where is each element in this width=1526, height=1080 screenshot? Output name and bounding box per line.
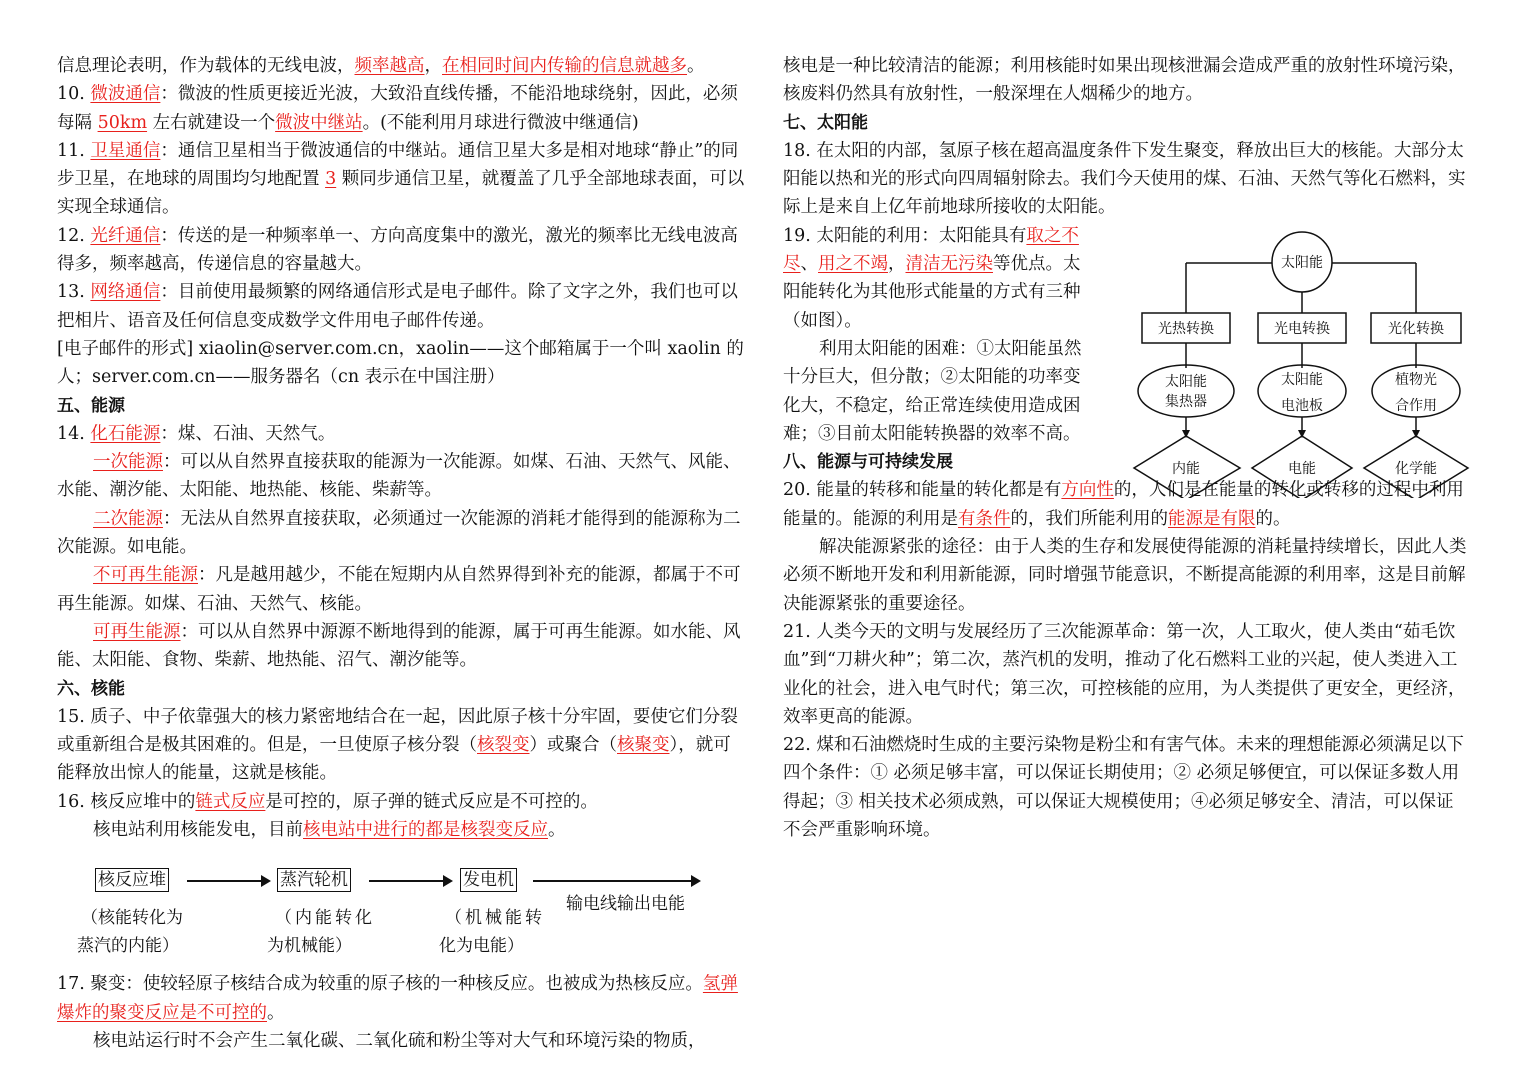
flow-arrow-2 [369, 880, 451, 882]
item-19-solar-use: 19. 太阳能的利用：太阳能具有取之不尽、用之不竭，清洁无污染等优点。太阳能转化为其他形式能量的方式有三种（如图）。 [783, 225, 1081, 331]
diagram-collector-b: 集热器 [1165, 394, 1207, 410]
left-column [57, 52, 747, 1055]
item-16-chain: 16. 核反应堆中的链式反应是可控的，原子弹的链式反应是不可控的。 [57, 791, 598, 812]
secondary-energy: 二次能源：无法从自然界直接获取，必须通过一次能源的消耗才能得到的能源称为二次能源。如电能。 [57, 508, 741, 558]
nuclear-clean-continued: 核电是一种比较清洁的能源；利用核能时如果出现核泄漏会造成严重的放射性环境污染，核废料仍然具有放射性，一般深埋在人烟稀少的地方。 [783, 56, 1466, 105]
diagram-photothermal: 光热转换 [1158, 321, 1214, 337]
solar-difficulties: 利用太阳能的困难：①太阳能虽然十分巨大，但分散；②太阳能的功率变化大，不稳定，给正常连续使用造成困难；③目前太阳能转换器的效率不高。 [783, 338, 1082, 444]
diagram-photosynthesis-a: 植物光 [1395, 372, 1437, 388]
item-14-fossil: 14. 化石能源：煤、石油、天然气。 [57, 423, 336, 444]
diagram-internal-energy: 内能 [1172, 461, 1200, 477]
email-format: [电子邮件的形式] xiaolin@server.com.cn，xaolin——这个邮箱属于一个叫 xaolin 的人；server.com.cn——服务器名（cn 表示在中国注册） [57, 338, 744, 388]
item-11-satellite: 11. 卫星通信：通信卫星相当于微波通信的中继站。通信卫星大多是相对地球“静止”的同步卫星，在地球的周围均匀地配置 3 颗同步通信卫星，就覆盖了几乎全部地球表面，可以实现全球通信。 [57, 140, 745, 218]
non-renewable-energy: 不可再生能源：凡是越用越少，不能在短期内从自然界得到补充的能源，都属于不可再生能源。如煤、石油、天然气、核能。 [57, 565, 741, 614]
flow-caption-2b: 为机械能） [267, 936, 352, 957]
flow-arrow-1 [187, 880, 269, 882]
flow-arrow-3 [533, 880, 699, 882]
diagram-photoelectric: 光电转换 [1274, 321, 1330, 337]
solar-conversion-diagram [1130, 228, 1475, 498]
paragraph-info-theory: 信息理论表明，作为载体的无线电波，频率越高，在相同时间内传输的信息就越多。 [57, 56, 705, 76]
item-17-fusion: 17. 聚变：使较轻原子核结合成为较重的原子核的一种核反应。也被成为热核反应。氢弹爆炸的聚变反应是不可控的。 [57, 974, 738, 1023]
item-13-network: 13. 网络通信：目前使用最频繁的网络通信形式是电子邮件。除了文字之外，我们也可以把相片、语音及任何信息变成数学文件用电子邮件传递。 [57, 282, 738, 331]
diagram-photochemical: 光化转换 [1388, 321, 1444, 337]
section-heading-solar: 七、太阳能 [783, 112, 868, 133]
primary-energy: 一次能源：可以从自然界直接获取的能源为一次能源。如煤、石油、天然气、风能、水能、潮汐能、太阳能、地热能、核能、柴薪等。 [57, 452, 741, 501]
diagram-photosynthesis-b: 合作用 [1395, 398, 1437, 414]
item-20-direction: 20. 能量的转移和能量的转化都是有方向性的，人们是在能量的转化或转移的过程中利用能量的。能源的利用是有条件的，我们所能利用的能源是有限的。 [783, 480, 1464, 529]
flow-box-reactor: 核反应堆 [95, 868, 169, 892]
diagram-panel-b: 电池板 [1281, 398, 1323, 414]
flow-caption-2a: （内能转化 [275, 908, 375, 929]
item-12-fiber: 12. 光纤通信：传送的是一种频率单一、方向高度集中的激光，激光的频率比无线电波高得多，频率越高，传递信息的容量越大。 [57, 225, 738, 275]
flow-caption-3b: 化为电能） [439, 936, 524, 957]
flow-caption-1a: （核能转化为 [81, 908, 183, 929]
item-15-nuclear: 15. 质子、中子依靠强大的核力紧密地结合在一起，因此原子核十分牢固，要使它们分裂或重新组合是极其困难的。但是，一旦使原子核分裂（核裂变）或聚合（核聚变），就可能释放出惊人的能量，这就是核能。 [57, 706, 738, 784]
nuclear-flow-diagram [57, 862, 747, 970]
renewable-energy: 可再生能源：可以从自然界中源源不断地得到的能源，属于可再生能源。如水能、风能、太阳能、食物、柴薪、地热能、沼气、潮汐能等。 [57, 621, 741, 671]
diagram-root-label: 太阳能 [1281, 255, 1323, 271]
diagram-chemical-energy: 化学能 [1395, 461, 1437, 477]
section-heading-nuclear: 六、核能 [57, 678, 125, 699]
nuclear-plant: 核电站利用核能发电，目前核电站中进行的都是核裂变反应。 [93, 820, 566, 841]
section-heading-sustainability: 八、能源与可持续发展 [783, 452, 953, 473]
diagram-panel-a: 太阳能 [1281, 372, 1323, 388]
flow-output: 输电线输出电能 [566, 894, 685, 915]
item-22-ideal-energy: 22. 煤和石油燃烧时生成的主要污染物是粉尘和有害气体。未来的理想能源必须满足以下四个条件：① 必须足够丰富，可以保证长期使用；② 必须足够便宜，可以保证多数人用得起；③ 相关技术必须成熟，可以保证大规模使用；④必须足够安全、清洁，可以保证不会严重影响环境。 [783, 735, 1464, 841]
flow-caption-1b: 蒸汽的内能） [77, 936, 179, 957]
nuclear-clean: 核电站运行时不会产生二氧化碳、二氧化硫和粉尘等对大气和环境污染的物质， [93, 1030, 706, 1051]
flow-box-generator: 发电机 [460, 868, 517, 892]
flow-caption-3a: （机械能转 [445, 908, 545, 929]
item-21-revolutions: 21. 人类今天的文明与发展经历了三次能源革命：第一次，人工取火，使人类由“茹毛饮血”到“刀耕火种”；第二次，蒸汽机的发明，推动了化石燃料工业的兴起，使人类进入工业化的社会，进入电气时代；第三次，可控核能的应用，为人类提供了更安全，更经济，效率更高的能源。 [783, 621, 1466, 727]
section-heading-energy: 五、能源 [57, 395, 125, 416]
energy-shortage-solution: 解决能源紧张的途径：由于人类的生存和发展使得能源的消耗量持续增长，因此人类必须不断地开发和利用新能源，同时增强节能意识，不断提高能源的利用率，这是目前解决能源紧张的重要途径。 [783, 537, 1467, 614]
diagram-collector-a: 太阳能 [1165, 374, 1207, 390]
item-10-microwave: 10. 微波通信：微波的性质更接近光波，大致沿直线传播，不能沿地球绕射，因此，必须每隔 50km 左右就建设一个微波中继站。(不能利用月球进行微波中继通信) [57, 84, 738, 133]
diagram-electric-energy: 电能 [1288, 461, 1316, 477]
item-18-sun: 18. 在太阳的内部，氢原子核在超高温度条件下发生聚变，释放出巨大的核能。大部分太阳能以热和光的形式向四周辐射除去。我们今天使用的煤、石油、天然气等化石燃料，实际上是来自上亿年前地球所接收的太阳能。 [783, 140, 1466, 218]
flow-box-turbine: 蒸汽轮机 [277, 868, 351, 892]
